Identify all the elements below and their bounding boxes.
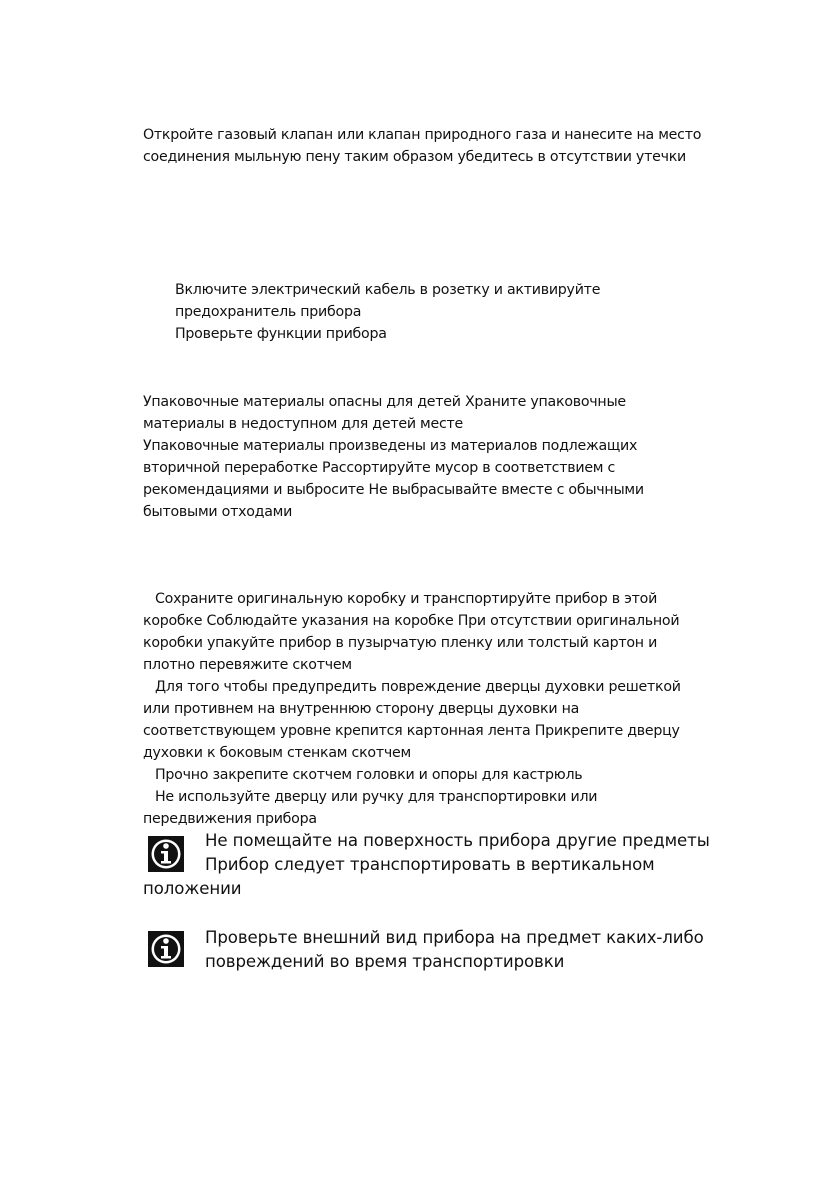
transport-line-11: передвижения прибора (143, 811, 317, 827)
transport-line-8: духовки к боковым стенкам скотчем (143, 745, 411, 761)
gas-check-line-2: соединения мыльную пену таким образом убедитесь в отсутствии утечки (143, 149, 686, 165)
info-icon (148, 931, 184, 967)
transport-line-1: Сохраните оригинальную коробку и транспортируйте прибор в этой (155, 591, 658, 607)
gas-check-line-1: Откройте газовый клапан или клапан природного газа и нанесите на место (143, 127, 702, 143)
transport-line-5: Для того чтобы предупредить повреждение дверцы духовки решеткой (155, 679, 681, 695)
packaging-line-2: материалы в недоступном для детей месте (143, 416, 464, 432)
transport-line-9: Прочно закрепите скотчем головки и опоры для кастрюль (155, 767, 583, 783)
packaging-line-1: Упаковочные материалы опасны для детей Храните упаковочные (143, 394, 626, 410)
transport-line-2: коробке Соблюдайте указания на коробке При отсутствии оригинальной (143, 613, 680, 629)
packaging-line-6: бытовыми отходами (143, 504, 293, 520)
packaging-line-5: рекомендациями и выбросите Не выбрасывайте вместе с обычными (143, 482, 644, 498)
info-note-1-line-1: Не помещайте на поверхность прибора другие предметы (205, 831, 710, 850)
transport-line-3: коробки упакуйте прибор в пузырчатую пленку или толстый картон и (143, 635, 658, 651)
packaging-line-4: вторичной переработке Рассортируйте мусор в соответствием с (143, 460, 616, 476)
info-note-2-line-1: Проверьте внешний вид прибора на предмет каких-либо (205, 928, 704, 947)
info-note-1-line-3: положении (143, 879, 242, 898)
transport-line-10: Не используйте дверцу или ручку для транспортировки или (155, 789, 598, 805)
info-note-1-line-2: Прибор следует транспортировать в вертикальном (205, 855, 655, 874)
info-icon (148, 836, 184, 872)
power-on-line-3: Проверьте функции прибора (175, 326, 387, 342)
power-on-line-1: Включите электрический кабель в розетку и активируйте (175, 282, 601, 298)
transport-line-6: или противнем на внутреннюю сторону дверцы духовки на (143, 701, 580, 717)
transport-line-4: плотно перевяжите скотчем (143, 657, 352, 673)
transport-line-7: соответствующем уровне крепится картонная лента Прикрепите дверцу (143, 723, 680, 739)
info-note-2-line-2: повреждений во время транспортировки (205, 952, 565, 971)
packaging-line-3: Упаковочные материалы произведены из материалов подлежащих (143, 438, 638, 454)
power-on-line-2: предохранитель прибора (175, 304, 362, 320)
